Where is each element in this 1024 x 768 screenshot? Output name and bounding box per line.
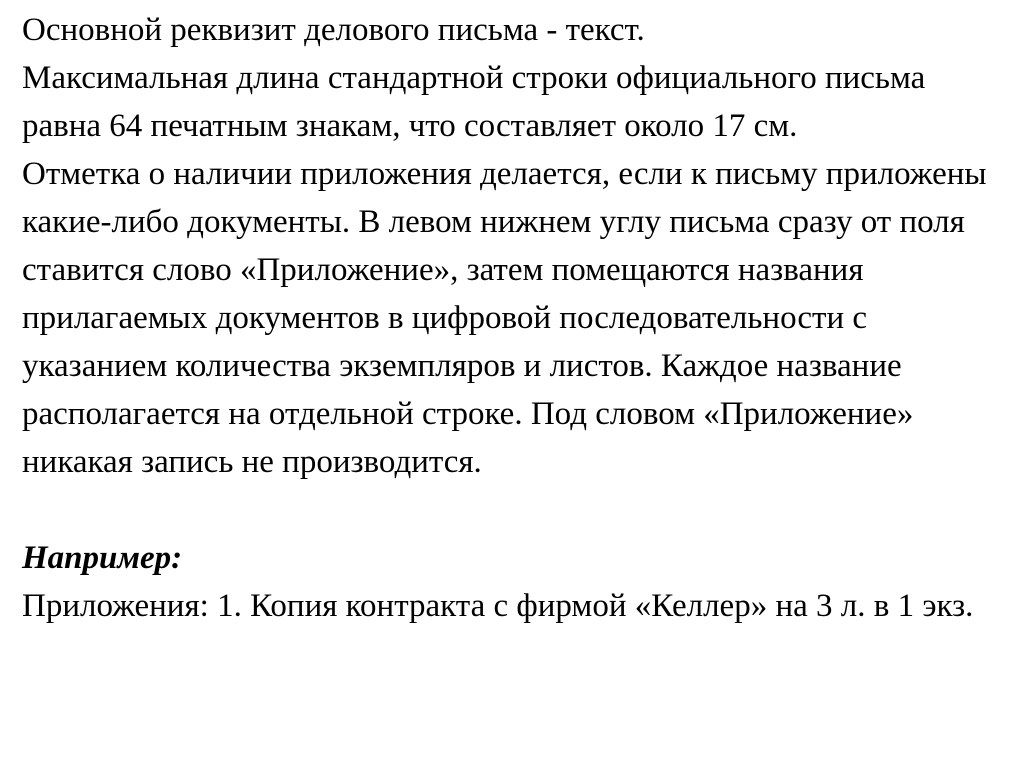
paragraph-line-length: Максимальная длина стандартной строки официального письма равна 64 печатным знакам, что составляет около 17 см.: [22, 60, 926, 144]
paragraph-attachment-mark: Отметка о наличии приложения делается, если к письму приложены какие-либо документы. В левом нижнем углу письма сразу от поля ставится слово «Приложение», затем помещаются названия прилагаемых документов в цифровой последовательности с указанием количества экземпляров и листов. Каждое название располагается на отдельной строке. Под словом «Приложение» никакая запись не производится.: [22, 156, 987, 480]
example-heading: Например:: [22, 540, 183, 576]
example-text: Приложения: 1. Копия контракта с фирмой «Келлер» на 3 л. в 1 экз.: [22, 588, 974, 624]
blank-line: [22, 486, 1000, 534]
paragraph-main-requisite: Основной реквизит делового письма - текст.: [22, 12, 645, 48]
